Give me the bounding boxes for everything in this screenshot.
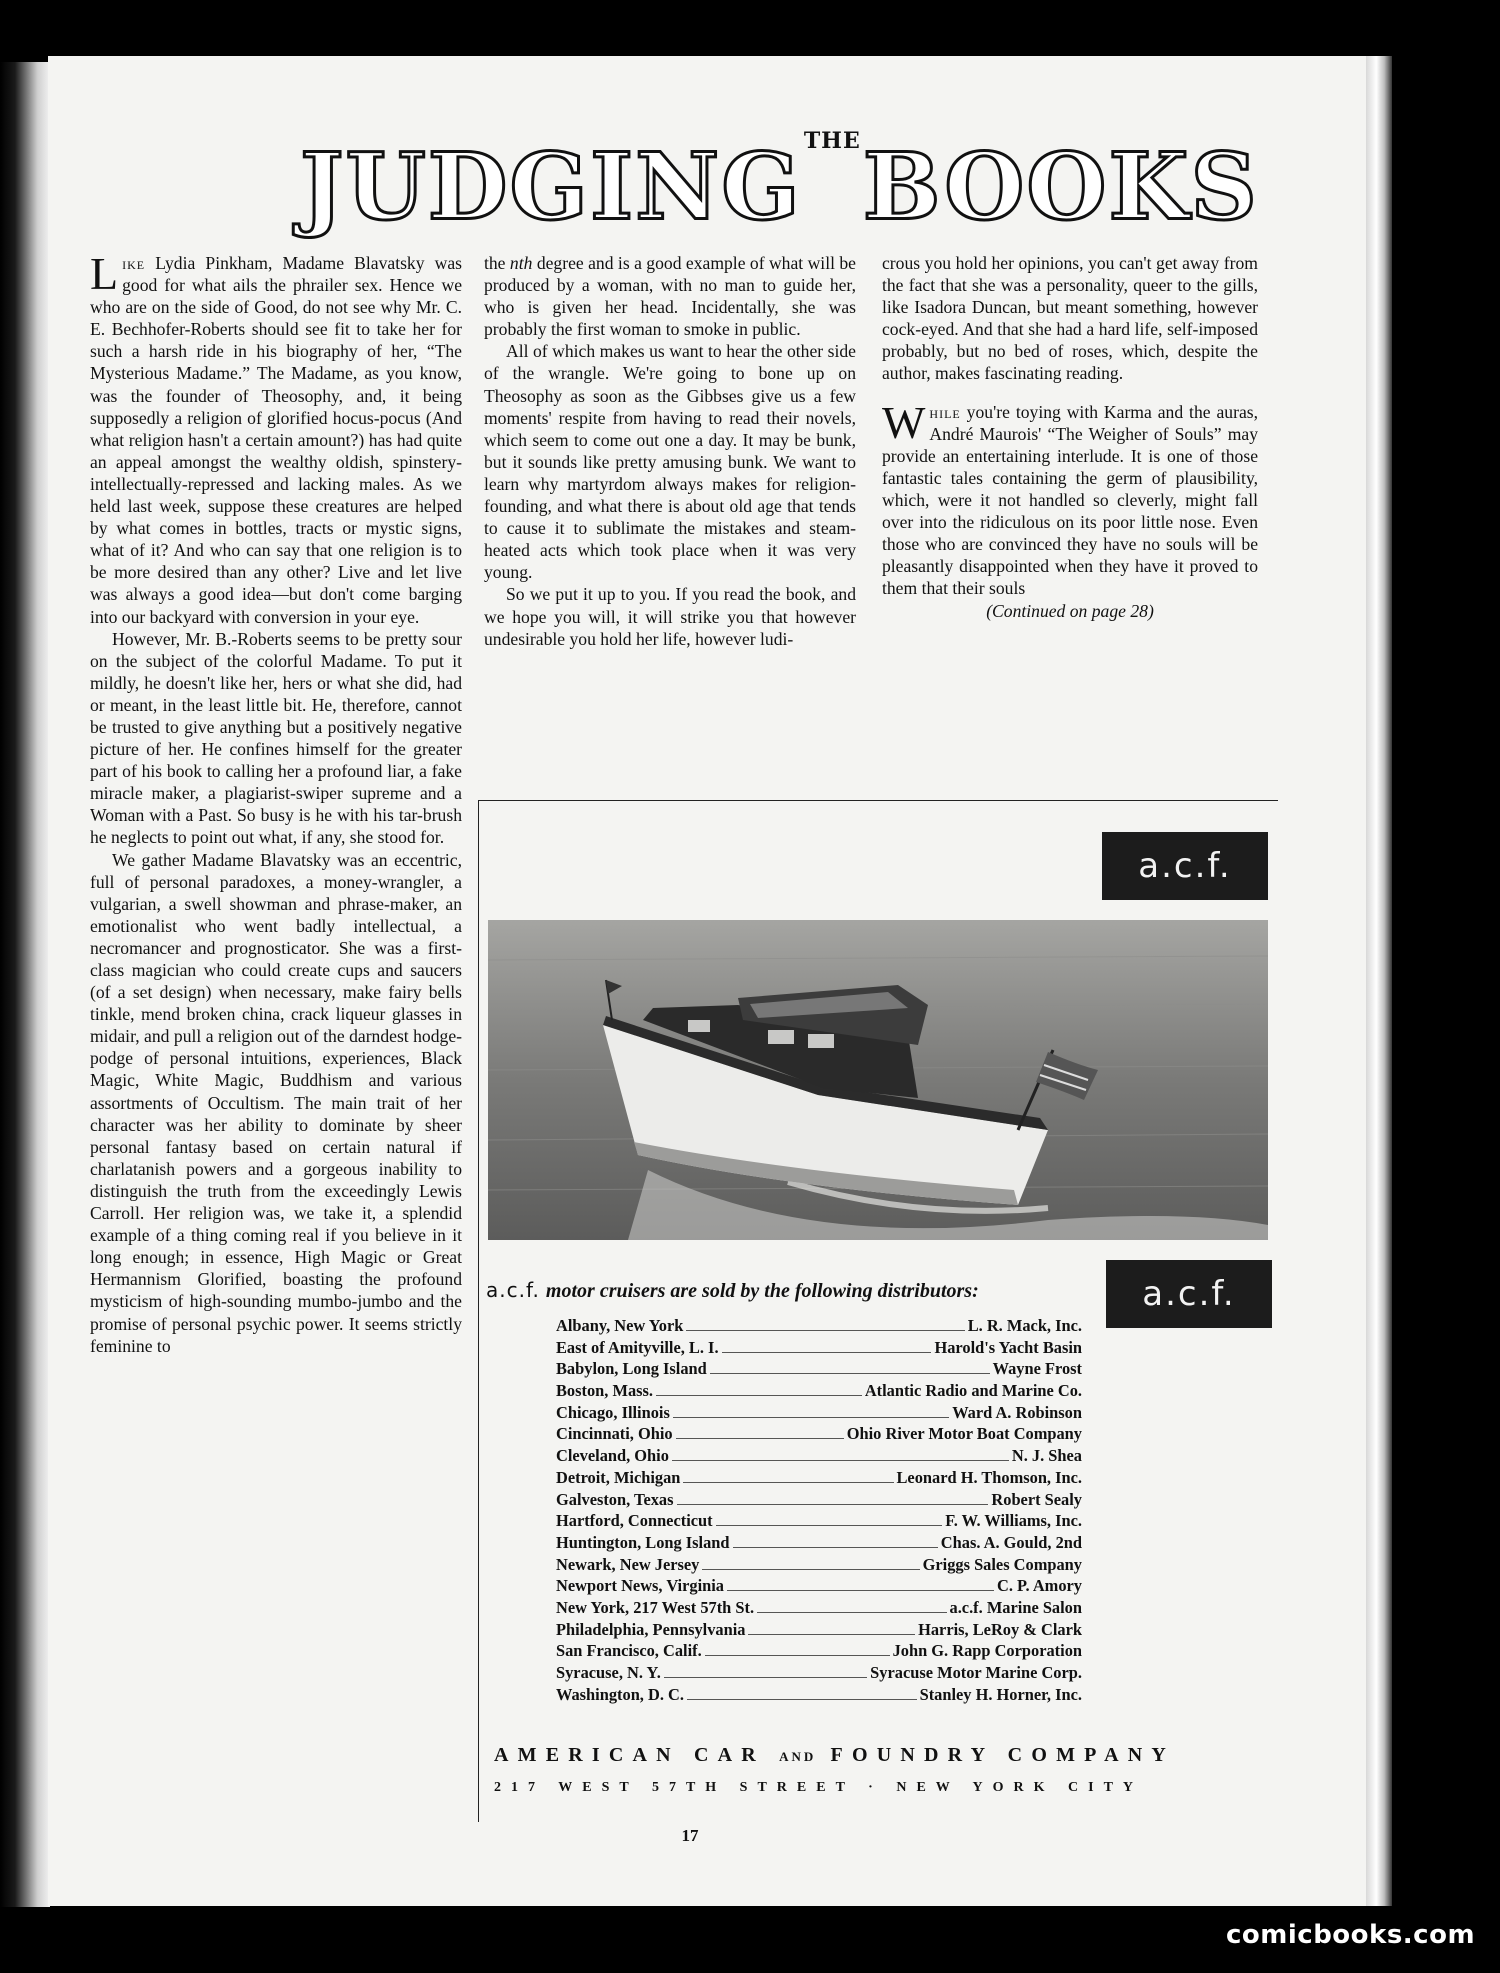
article-paragraph: So we put it up to you. If you read the book, and we hope you will, it will strike you that however undesirable you hold her life, however ludi-	[484, 584, 856, 649]
distributor-dealer: Harold's Yacht Basin	[934, 1337, 1082, 1357]
distributor-row	[556, 1511, 1082, 1533]
distributor-row	[556, 1685, 1082, 1707]
drop-cap: L	[90, 248, 119, 299]
leader-line	[673, 1417, 949, 1418]
leader-line	[748, 1634, 915, 1635]
distributor-row	[556, 1598, 1082, 1620]
section-headline	[300, 128, 1259, 241]
distributor-dealer: L. R. Mack, Inc.	[967, 1316, 1082, 1335]
leader-line	[686, 1330, 964, 1331]
leader-line	[672, 1460, 1009, 1461]
distributor-row	[556, 1663, 1082, 1685]
leader-line	[702, 1569, 919, 1570]
distributor-row	[556, 1533, 1082, 1555]
boat-photo	[488, 920, 1268, 1240]
distributor-row	[556, 1316, 1082, 1338]
leader-line	[677, 1504, 989, 1505]
distributor-city: New York, 217 West 57th St.	[556, 1597, 755, 1617]
article-column-1	[90, 248, 462, 1357]
distributor-dealer: Wayne Frost	[992, 1359, 1082, 1379]
leader-line	[676, 1438, 844, 1439]
site-watermark: comicbooks.com	[1226, 1920, 1476, 1950]
article-column-3	[882, 252, 1258, 623]
distributor-city: Detroit, Michigan	[556, 1467, 681, 1487]
distributor-city: Babylon, Long Island	[556, 1359, 707, 1379]
distributor-dealer: Leonard H. Thomson, Inc.	[896, 1467, 1082, 1487]
distributor-city: Galveston, Texas	[556, 1489, 674, 1509]
leader-line	[656, 1395, 862, 1396]
article-paragraph: crous you hold her opinions, you can't get away from the fact that she was a personality, queer to the gills, like Isadora Duncan, but meant something, however cock-eyed. And that she had a hard life, self-imposed probably, but no bed of roses, which, despite the author, makes fascinating reading.	[882, 253, 1258, 384]
company-address: 217 WEST 57TH STREET · NEW YORK CITY	[494, 1780, 1144, 1795]
distributor-city: San Francisco, Calif.	[556, 1641, 702, 1661]
leader-line	[716, 1525, 943, 1526]
distributor-row	[556, 1490, 1082, 1512]
distributor-row	[556, 1338, 1082, 1360]
distributor-city: Hartford, Connecticut	[556, 1511, 713, 1531]
distributor-city: Newark, New Jersey	[556, 1554, 700, 1574]
distributor-dealer: F. W. Williams, Inc.	[945, 1511, 1082, 1531]
article-paragraph: Like Lydia Pinkham, Madame Blavatsky was good for what ails the phrailer sex. Hence we who are on the side of Good, do not see why Mr. C. E. Bechhofer-Roberts should see fit to take her for such a harsh ride in his biography of her, “The Mysterious Madame.” The Madame, as you know, was the founder of Theosophy, and, it being supposedly a religion of glorified hocus-pocus (And what religion hasn't a certain amount?) has had quite an appeal amongst the wealthy oldish, spinstery-intellectually-repressed and lacking males. As we held last week, suppose these creatures are helped by what comes in bottles, tracts or mystic signs, what of it? And who can say that one religion is to be more desired than any other? Live and let live was always a good idea—but don't come barging into our backyard with conversion in your eye.	[90, 248, 462, 627]
ad-border-left	[478, 800, 479, 1822]
acf-logo-mid: a.c.f.	[1106, 1260, 1272, 1328]
leader-line	[710, 1373, 990, 1374]
distributor-row	[556, 1359, 1082, 1381]
leader-line	[705, 1655, 890, 1656]
page-number: 17	[681, 1826, 699, 1845]
leader-line	[757, 1612, 946, 1613]
distributor-dealer: Ward A. Robinson	[952, 1402, 1082, 1422]
article-paragraph: While you're toying with Karma and the auras, André Maurois' “The Weigher of Souls” may provide an entertaining interlude. It is one of those fantastic tales containing the germ of plausibility, which, were it not handled so cleverly, might fall over into the ridiculous on its poor little nose. Even those who are convinced they have no souls will be pleasantly disappointed when they have it proved to them that their souls	[882, 396, 1258, 599]
leader-line	[733, 1547, 938, 1548]
distributor-row	[556, 1446, 1082, 1468]
article-paragraph: the nth degree and is a good example of what will be produced by a woman, with no man to guide her, who is given her head. Incidentally, she was probably the first woman to smoke in public.	[484, 253, 856, 340]
distributors-caption: a.c.f. motor cruisers are sold by the following distributors:	[486, 1278, 979, 1302]
distributor-dealer: Ohio River Motor Boat Company	[846, 1424, 1082, 1444]
distributor-dealer: C. P. Amory	[997, 1576, 1082, 1596]
distributor-city: Philadelphia, Pennsylvania	[556, 1619, 746, 1639]
distributor-row	[556, 1403, 1082, 1425]
headline-the: THE	[803, 128, 861, 154]
drop-cap: W	[882, 396, 926, 448]
distributor-city: Syracuse, N. Y.	[556, 1663, 661, 1682]
distributor-city: Chicago, Illinois	[556, 1402, 670, 1422]
distributor-dealer: Harris, LeRoy & Clark	[918, 1619, 1082, 1639]
distributor-dealer: Stanley H. Horner, Inc.	[919, 1684, 1082, 1704]
distributor-dealer: Syracuse Motor Marine Corp.	[870, 1663, 1082, 1682]
ad-border-top	[478, 800, 1278, 801]
distributor-list	[556, 1316, 1082, 1706]
headline-part-1: JUDGING	[300, 132, 802, 241]
article-paragraph: All of which makes us want to hear the other side of the wrangle. We're going to bone up on Theosophy as soon as the Gibbses give us a few moments' respite from having to read their novels, which seem to come out one a day. It may be bunk, but it sounds like pretty amusing bunk. We want to learn why martyrdom always makes for religion-founding, and what there is about old age that tends to cause it to sublimate the mistakes and steam-heated acts which took place when it was very young.	[484, 341, 856, 583]
distributor-city: Huntington, Long Island	[556, 1532, 730, 1552]
article-paragraph: However, Mr. B.-Roberts seems to be pretty sour on the subject of the colorful Madame. To put it mildly, he doesn't like her, hers or what she did, had or meant, in the least little bit. He, therefore, cannot be trusted to give anything but a positively negative picture of her. He confines himself for the greater part of his book to calling her a profound liar, a fake miracle maker, a plagiarist-swiper supreme and a Woman with a Past. So busy is he with his tar-brush he neglects to point out what, if any, she stood for.	[90, 628, 462, 848]
leader-line	[683, 1482, 893, 1483]
distributor-city: Washington, D. C.	[556, 1684, 684, 1704]
article-column-2	[484, 252, 856, 650]
right-page-edge	[1366, 56, 1392, 1906]
distributor-row	[556, 1468, 1082, 1490]
distributor-city: Cincinnati, Ohio	[556, 1424, 673, 1444]
headline-part-2: BOOKS	[862, 132, 1259, 241]
distributor-city: Boston, Mass.	[556, 1381, 653, 1401]
distributor-row	[556, 1381, 1082, 1403]
leader-line	[687, 1699, 917, 1700]
distributor-dealer: Griggs Sales Company	[922, 1554, 1082, 1574]
article-paragraph: We gather Madame Blavatsky was an eccentric, full of personal paradoxes, a money-wrangler, a vulgarian, a swell showman and phrase-maker, an emotionalist who went badly intellectual, a necromancer and prognosticator. She was a first-class magician who could create cups and saucers (of a set design) when necessary, make fairy bells tinkle, mend broken china, crack liqueur glasses in midair, and pull a religion out of the darndest hodge-podge of personal intuitions, experiences, Black Magic, White Magic, Buddhism and various assortments of Occultism. The main trait of her character was her ability to dominate by sheer personal fantasy based on certain natural if charlatanish powers and a gorgeous inability to distinguish the truth from the exceedingly Lewis Carroll. Her religion was, we take it, a splendid example of a thing coming real if you believe in it long enough; in essence, High Magic or Great Hermannism Glorified, boasting the profound mysticism of high-sounding mumbo-jumbo and the promise of personal psychic power. It seems strictly feminine to	[90, 849, 462, 1356]
motor-cruiser-illustration	[488, 920, 1268, 1240]
distributor-row	[556, 1620, 1082, 1642]
distributor-dealer: John G. Rapp Corporation	[892, 1641, 1082, 1661]
distributor-dealer: Chas. A. Gould, 2nd	[940, 1532, 1082, 1552]
distributor-dealer: a.c.f. Marine Salon	[949, 1597, 1082, 1617]
distributor-row	[556, 1424, 1082, 1446]
distributor-dealer: Atlantic Radio and Marine Co.	[864, 1381, 1082, 1401]
distributor-row	[556, 1641, 1082, 1663]
left-page-edge	[0, 62, 50, 1907]
distributor-dealer: Robert Sealy	[991, 1489, 1082, 1509]
distributor-city: Newport News, Virginia	[556, 1576, 724, 1596]
company-name: AMERICAN CAR AND FOUNDRY COMPANY	[494, 1744, 1176, 1766]
distributor-city: East of Amityville, L. I.	[556, 1337, 719, 1357]
leader-line	[727, 1590, 994, 1591]
leader-line	[722, 1352, 932, 1353]
continued-note[interactable]: (Continued on page 28)	[986, 601, 1154, 622]
distributor-city: Cleveland, Ohio	[556, 1446, 669, 1466]
distributor-city: Albany, New York	[556, 1316, 684, 1335]
acf-brand-mark: a.c.f.	[486, 1278, 540, 1302]
distributor-row	[556, 1555, 1082, 1577]
distributor-row	[556, 1576, 1082, 1598]
distributor-dealer: N. J. Shea	[1011, 1446, 1082, 1466]
leader-line	[664, 1677, 867, 1678]
acf-logo-top: a.c.f.	[1102, 832, 1268, 900]
